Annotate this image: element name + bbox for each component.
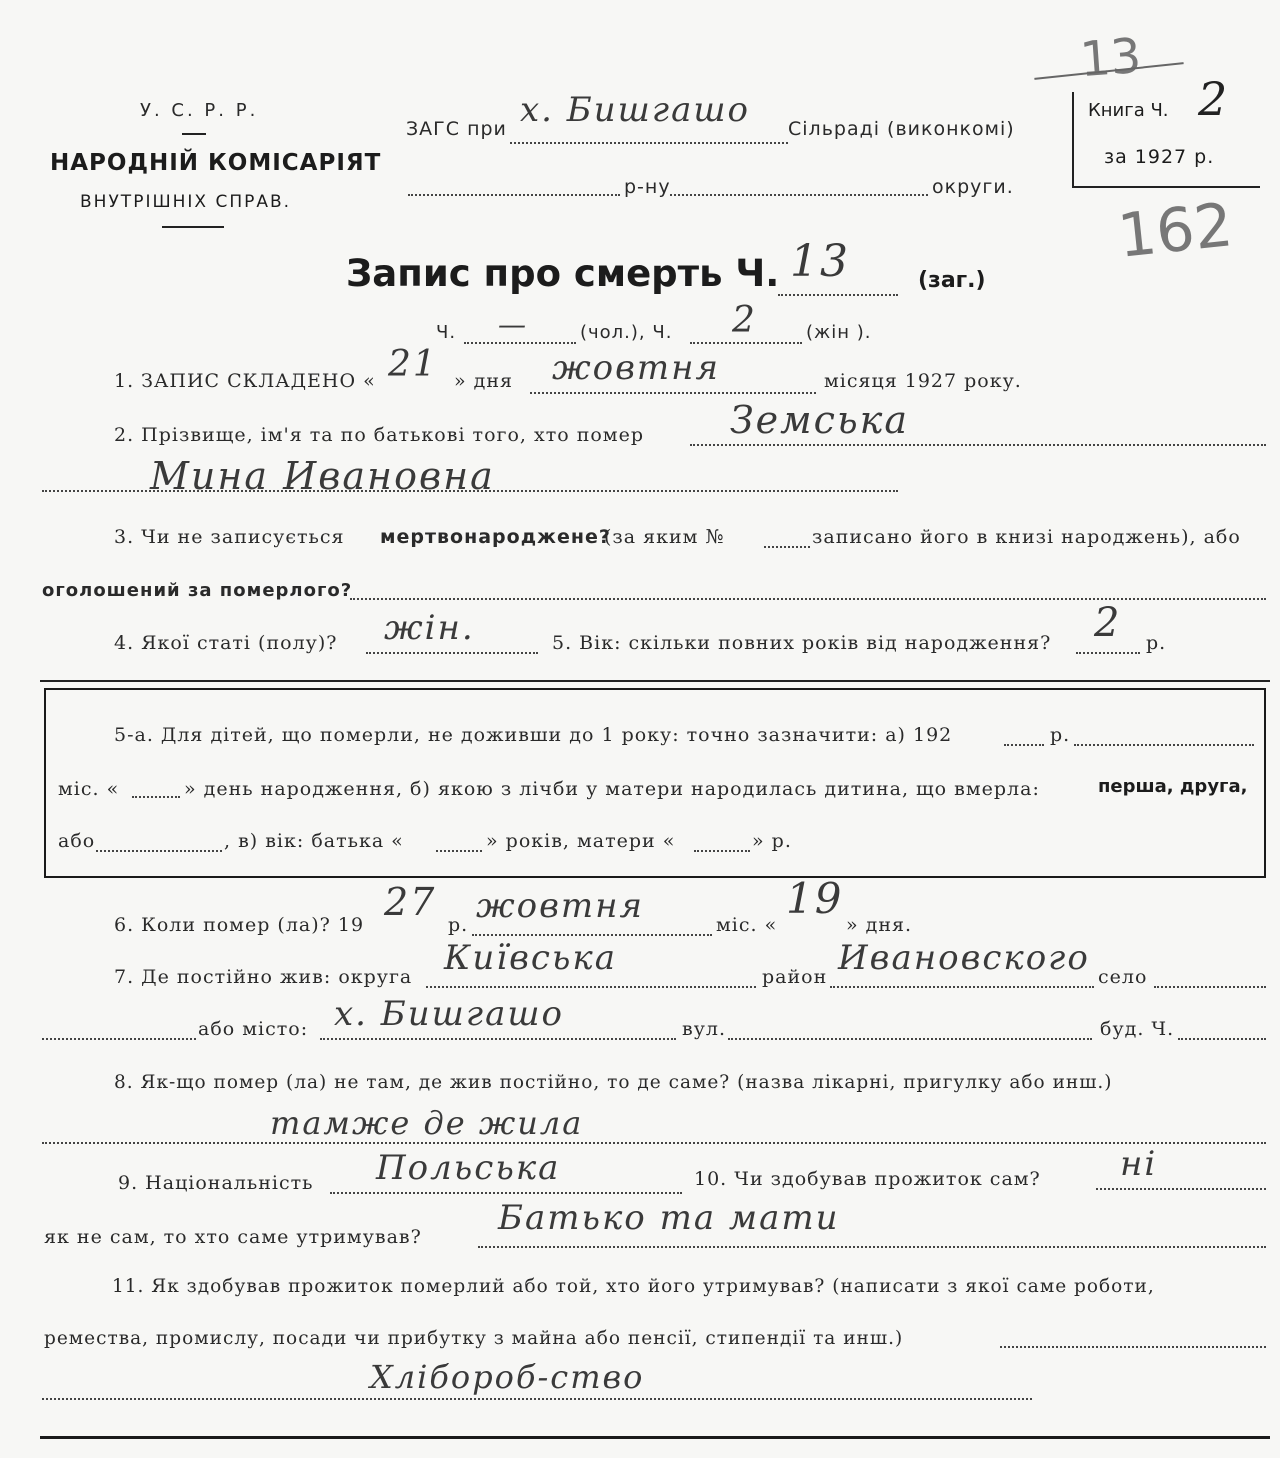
q3-mid: (за яким № — [604, 526, 725, 548]
q7-raion: Ивановского — [838, 938, 1090, 978]
q7-okruga: Київська — [444, 938, 618, 978]
q5a-day-line — [132, 796, 180, 798]
q5a-year-line — [1004, 744, 1044, 746]
rayon-field-line — [408, 194, 620, 196]
commissariat-title: НАРОДНІЙ КОМІСАРІЯТ — [50, 150, 382, 176]
q6-year: 27 — [384, 880, 437, 924]
q6-month-line — [472, 934, 712, 936]
q8-label: 8. Як-що помер (ла) не там, де жив постійно, то де саме? (назва лікарні, пригулку або инш.) — [114, 1072, 1113, 1093]
okruga-field-line — [670, 194, 928, 196]
q5a-month-line — [1074, 744, 1254, 746]
book-year: за 1927 р. — [1104, 146, 1215, 168]
q7-selo-label: село — [1098, 966, 1148, 988]
q5a-line3-start: або — [58, 830, 96, 852]
q7-selo-line — [1154, 986, 1266, 988]
q1-day-label: » дня — [454, 370, 514, 392]
q5a-mother-line — [694, 850, 750, 852]
divider — [162, 226, 224, 228]
q10-value: ні — [1120, 1144, 1158, 1184]
bottom-rule — [40, 1436, 1270, 1439]
q7-okruga-line — [426, 986, 756, 988]
q7-misto: х. Бишгашо — [334, 994, 565, 1034]
q5a-line2-start: міс. « — [58, 778, 120, 800]
q9-label: 9. Національність — [118, 1172, 314, 1194]
q11-line1: 11. Як здобував прожиток померлий або той, хто його утримував? (написати з якої саме роботи, — [112, 1276, 1155, 1297]
zags-handwritten: х. Бишгашо — [520, 90, 751, 130]
q2-label: 2. Прізвище, ім'я та по батькові того, хто помер — [114, 424, 644, 446]
q6-label: 6. Коли помер (ла)? 19 — [114, 914, 365, 936]
zags-field-line — [510, 142, 788, 144]
q4-sex-line — [366, 652, 538, 654]
commissariat-subtitle: ВНУТРІШНІХ СПРАВ. — [80, 192, 292, 212]
q5-label: 5. Вік: скільки повних років від народження? — [552, 632, 1052, 654]
q5a-line2-mid: » день народження, б) якою з лічби у матери народилась дитина, що вмерла: — [184, 778, 1040, 800]
q6-tail: » дня. — [846, 914, 913, 936]
q10-sub-line — [478, 1246, 1266, 1248]
q11-value: Хлібороб-ство — [370, 1358, 645, 1396]
q10-line — [1096, 1188, 1266, 1190]
q4-sex: жін. — [384, 608, 475, 648]
q6-month: жовтня — [476, 886, 645, 926]
divider — [182, 133, 206, 135]
section-divider — [40, 680, 1270, 682]
q5a-order-line — [96, 850, 222, 852]
q11-line2: ремества, промислу, посади чи прибутку з майна або пенсії, стипендії та инш.) — [44, 1328, 904, 1349]
q1-label: 1. ЗАПИС СКЛАДЕНО « — [114, 370, 376, 392]
q5a-line3-mid2: » років, матери « — [486, 830, 676, 852]
q5a-line1: 5-а. Для дітей, що померли, не доживши до 1 року: точно зазначити: а) 192 — [114, 724, 953, 746]
q7-raion-label: район — [762, 966, 828, 988]
selradi-label: Сільраді (виконкомі) — [788, 118, 1015, 140]
q5-age-unit: р. — [1146, 632, 1167, 654]
record-number-line — [778, 294, 898, 296]
q3-line-2 — [350, 598, 1266, 600]
q9-line — [330, 1192, 682, 1194]
q1-day: 21 — [388, 344, 438, 385]
q1-month-line — [530, 392, 816, 394]
q11-line-1 — [1000, 1346, 1266, 1348]
republic-label: У. С. Р. Р. — [140, 100, 259, 121]
q3-number-line — [764, 546, 810, 548]
q10-sub-label: як не сам, то хто саме утримував? — [44, 1226, 422, 1248]
record-title: Запис про смерть Ч. — [346, 252, 780, 295]
zhin-value: 2 — [732, 300, 757, 341]
q10-sub-value: Батько та мати — [498, 1198, 840, 1238]
chol-field-line — [464, 342, 576, 344]
q5a-line2-bold: перша, друга, — [1098, 776, 1248, 797]
zhin-field-line — [690, 342, 802, 344]
pencil-number-side: 162 — [1114, 190, 1236, 272]
q6-r: р. — [448, 914, 469, 936]
q7-vul-label: вул. — [682, 1018, 726, 1040]
q3-declared-dead: оголошений за померлого? — [42, 580, 353, 601]
pencil-number-top: 13 — [1078, 27, 1143, 89]
chol-label: (чол.), Ч. — [580, 322, 673, 343]
q5a-father-line — [436, 850, 482, 852]
q5-age-line — [1076, 652, 1140, 654]
chol-prefix: Ч. — [436, 322, 457, 343]
q2-surname: Земська — [730, 398, 909, 442]
okrugy-label: округи. — [932, 176, 1014, 198]
zag-label: (заг.) — [918, 268, 986, 293]
q1-tail: місяця 1927 року. — [824, 370, 1022, 392]
q9-value: Польська — [376, 1148, 561, 1188]
chol-value: — — [498, 308, 528, 341]
q11-line-2 — [42, 1398, 1032, 1400]
q5a-line1-tail: р. — [1050, 724, 1071, 746]
q7-label: 7. Де постійно жив: округа — [114, 966, 413, 988]
book-label: Книга Ч. — [1088, 100, 1169, 121]
q5a-line3-mid: , в) вік: батька « — [224, 830, 404, 852]
q7-bud-label: буд. Ч. — [1100, 1018, 1175, 1040]
q7-misto-label: або місто: — [198, 1018, 309, 1040]
q3-label: 3. Чи не записується — [114, 526, 345, 548]
zhin-label: (жін ). — [806, 322, 872, 343]
q2-name: Мина Ивановна — [150, 454, 495, 498]
q2-line-1 — [690, 444, 1266, 446]
q7-selo-cont-line — [42, 1038, 196, 1040]
zags-label: ЗАГС при — [406, 118, 507, 140]
q3-tail: записано його в книзі народжень), або — [812, 526, 1241, 548]
q4-label: 4. Якої статі (полу)? — [114, 632, 338, 654]
q7-bud-line — [1178, 1038, 1266, 1040]
record-number: 13 — [790, 236, 850, 287]
q8-value: тамже де жила — [270, 1104, 584, 1142]
q7-vul-line — [728, 1038, 1092, 1040]
rnu-label: р-ну — [624, 176, 671, 198]
q5a-line3-tail: » р. — [752, 830, 792, 852]
q7-misto-line — [320, 1038, 676, 1040]
q6-day: 19 — [786, 874, 844, 923]
q5-age: 2 — [1094, 600, 1122, 646]
q8-line — [42, 1142, 1266, 1144]
q10-label: 10. Чи здобував прожиток сам? — [694, 1168, 1041, 1190]
book-number: 2 — [1198, 72, 1230, 126]
q7-raion-line — [830, 986, 1094, 988]
q1-month: жовтня — [552, 348, 721, 388]
q3-stillborn: мертвонароджене? — [380, 526, 611, 548]
q6-mis: міс. « — [716, 914, 778, 936]
